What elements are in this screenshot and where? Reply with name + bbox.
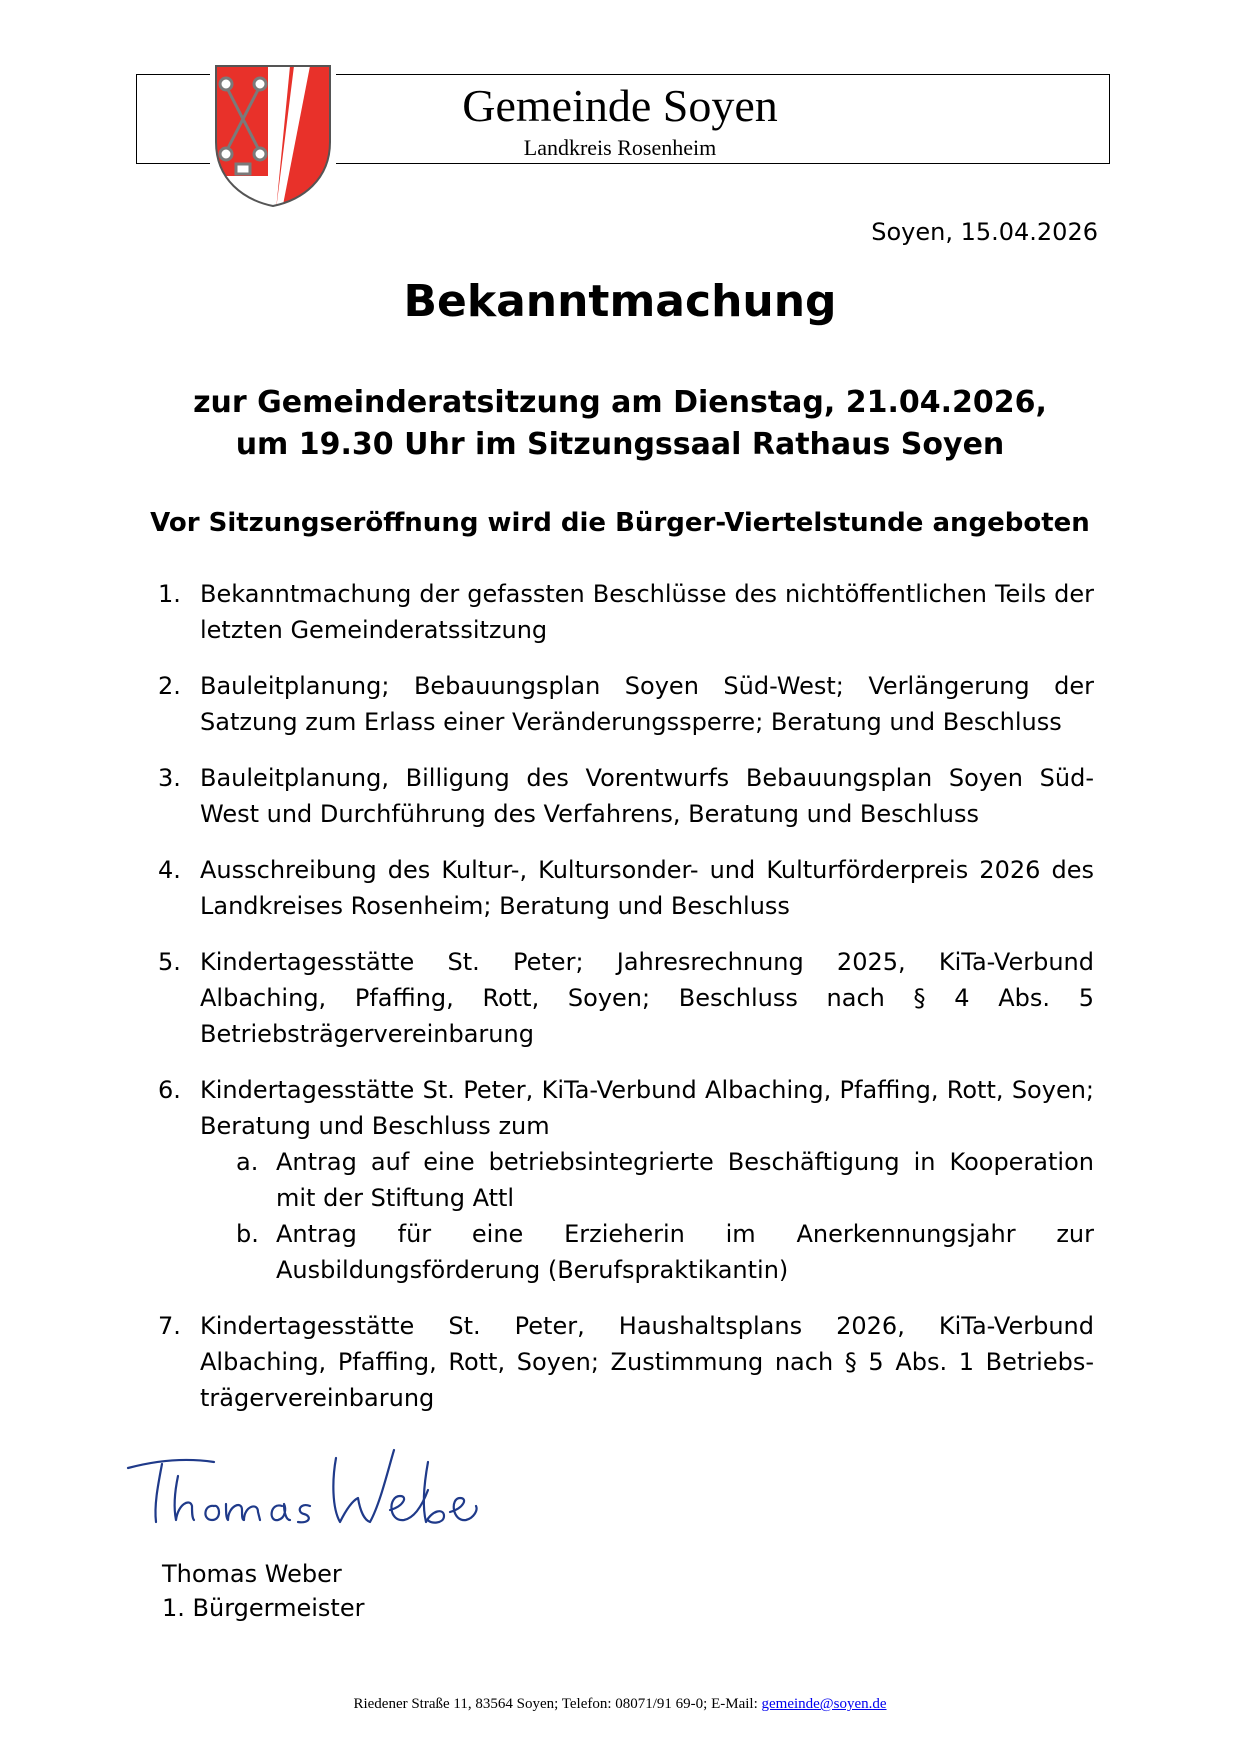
agenda-item-text: Bauleitplanung; Bebauungsplan Soyen Süd-West; Verlängerung der Satzung zum Erlass einer Veränderungssperre; Beratung und Beschluss (200, 672, 1094, 736)
agenda-item-number: 7. (158, 1312, 181, 1340)
agenda-item-text: Bekanntmachung der gefassten Beschlüsse des nichtöffentlichen Teils der letzten Gemeinderatssitzung (200, 580, 1094, 644)
footer-address: Riedener Straße 11, 83564 Soyen; Telefon: 08071/91 69-0; E-Mail: (353, 1696, 762, 1712)
agenda-item-text: Ausschreibung des Kultur-, Kultursonder- und Kulturförderpreis 2026 des Landkreises Rosenheim; Beratung und Beschluss (200, 856, 1094, 920)
agenda-item-text: Kindertagesstätte St. Peter; Jahresrechnung 2025, KiTa-Verbund Albaching, Pfaffing, Rott, Soyen; Beschluss nach § 4 Abs. 5 Betriebsträgervereinbarung (200, 948, 1094, 1048)
handwritten-signature (118, 1440, 478, 1540)
meeting-info-line1: zur Gemeinderatsitzung am Dienstag, 21.04.2026, (193, 385, 1047, 420)
agenda-sub-text: Antrag für eine Erzieherin im Anerkennungsjahr zur Ausbildungsförderung (Berufspraktikantin) (276, 1220, 1094, 1284)
document-date: Soyen, 15.04.2026 (871, 218, 1098, 246)
agenda-item-number: 3. (158, 764, 181, 792)
agenda-item-number: 4. (158, 856, 181, 884)
agenda-sub-letter: a. (236, 1148, 259, 1176)
agenda-item (158, 668, 1094, 740)
meeting-info (0, 382, 1240, 466)
agenda-item-text: Bauleitplanung, Billigung des Vorentwurfs Bebauungsplan Soyen Süd-West und Durchführung des Verfahrens, Beratung und Beschluss (200, 764, 1094, 828)
agenda-item (158, 944, 1094, 1052)
agenda-sub-list (200, 1144, 1094, 1288)
agenda-list (158, 576, 1094, 1436)
agenda-item-number: 2. (158, 672, 181, 700)
agenda-item-text: Kindertagesstätte St. Peter, Haushaltsplans 2026, KiTa-Verbund Albaching, Pfaffing, Rott, Soyen; Zustimmung nach § 5 Abs. 1 Betriebs-trägervereinbarung (200, 1312, 1094, 1412)
footer-email-link[interactable]: gemeinde@soyen.de (761, 1696, 887, 1712)
agenda-sub-item (200, 1216, 1094, 1288)
agenda-item (158, 760, 1094, 832)
agenda-item-number: 5. (158, 948, 181, 976)
agenda-item (158, 1072, 1094, 1288)
agenda-item-number: 1. (158, 580, 181, 608)
org-district: Landkreis Rosenheim (523, 135, 717, 160)
page-title: Bekanntmachung (403, 276, 837, 327)
signer-name: Thomas Weber (162, 1560, 342, 1588)
agenda-sub-text: Antrag auf eine betriebsintegrierte Beschäftigung in Kooperation mit der Stiftung Attl (276, 1148, 1094, 1212)
signer-role: 1. Bürgermeister (162, 1594, 365, 1622)
agenda-item (158, 576, 1094, 648)
agenda-item-text: Kindertagesstätte St. Peter, KiTa-Verbund Albaching, Pfaffing, Rott, Soyen; Beratung und Beschluss zum (200, 1076, 1094, 1140)
agenda-item (158, 852, 1094, 924)
agenda-item (158, 1308, 1094, 1416)
agenda-sub-letter: b. (236, 1220, 259, 1248)
agenda-sub-item (200, 1144, 1094, 1216)
meeting-info-line2: um 19.30 Uhr im Sitzungssaal Rathaus Soyen (235, 427, 1005, 462)
org-name: Gemeinde Soyen (462, 80, 778, 131)
citizen-quarter-notice: Vor Sitzungseröffnung wird die Bürger-Viertelstunde angeboten (150, 508, 1090, 538)
footer-contact (0, 1696, 1240, 1713)
coat-of-arms-icon (210, 60, 336, 210)
agenda-item-number: 6. (158, 1076, 181, 1104)
